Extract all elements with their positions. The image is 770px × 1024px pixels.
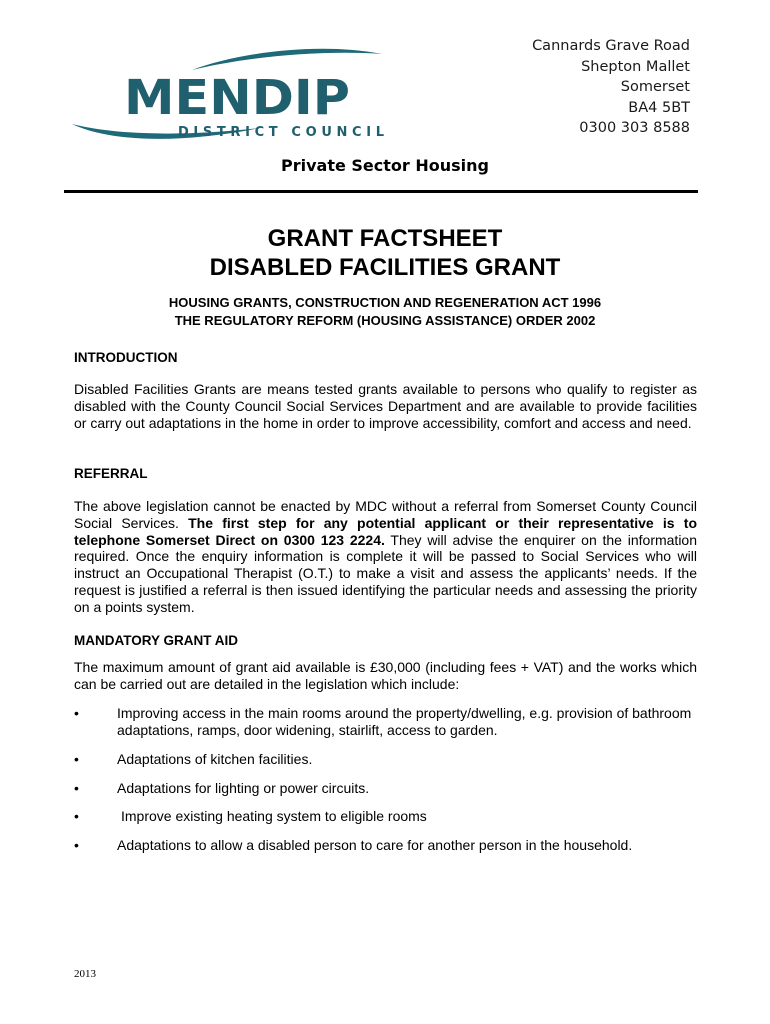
list-item-text: Adaptations for lighting or power circuits. xyxy=(117,780,370,796)
council-address xyxy=(480,36,690,139)
referral-text-rest: They will advise the enquirer on the information required. Once the enquiry information is complete it will be passed to Social Services who will instruct an Occupational Therapist (O.T.) to make a visit and assess the applicants’ needs. If the request is justified a referral is then issued identifying the particular needs and assessing the priority on a points system. xyxy=(74,531,698,615)
address-line: Cannards Grave Road xyxy=(532,38,690,54)
list-item-text: Adaptations to allow a disabled person to care for another person in the household. xyxy=(117,837,633,853)
address-line: BA4 5BT xyxy=(628,99,690,116)
department-title: Private Sector Housing xyxy=(281,156,489,175)
referral-text-intro: The above legislation cannot be enacted by MDC without a referral from Somerset County Council Social Services. xyxy=(74,498,697,531)
logo-upper-swoosh xyxy=(192,49,382,70)
header-divider xyxy=(64,190,698,193)
legislation-line-1: HOUSING GRANTS, CONSTRUCTION AND REGENERATION ACT 1996 xyxy=(168,295,602,310)
introduction-text: Disabled Facilities Grants are means tested grants available to persons who qualify to register as disabled with the County Council Social Services Department and are available to provide facilities or carry out adaptations in the home in order to improve accessibility, comfort and access and need. xyxy=(74,381,697,431)
referral-heading: REFERRAL xyxy=(74,466,148,481)
legislation-line-2: THE REGULATORY REFORM (HOUSING ASSISTANCE) ORDER 2002 xyxy=(174,313,596,328)
bullet-icon: • xyxy=(74,808,79,824)
mandatory-text: The maximum amount of grant aid available is £30,000 (including fees + VAT) and the works which can be carried out are detailed in the legislation which include: xyxy=(74,659,697,692)
address-line: Shepton Mallet xyxy=(581,58,690,75)
document-subtitle: DISABLED FACILITIES GRANT xyxy=(209,254,561,281)
bullet-icon: • xyxy=(74,780,79,796)
logo-name: MENDIP xyxy=(124,70,350,126)
footer-year: 2013 xyxy=(74,968,96,980)
introduction-heading: INTRODUCTION xyxy=(74,350,178,365)
bullet-icon: • xyxy=(74,837,79,853)
list-item-text: Improve existing heating system to eligible rooms xyxy=(121,808,427,824)
referral-text-emphasis: The first step for any potential applicant or their representative is to telephone Somerset Direct on 0300 123 2224. xyxy=(74,514,698,548)
bullet-icon: • xyxy=(74,705,79,721)
list-item-text: Improving access in the main rooms around the property/dwelling, e.g. provision of bathroom adaptations, ramps, door widening, stairlift, access to garden. xyxy=(117,705,692,738)
document-title: GRANT FACTSHEET xyxy=(267,225,503,252)
referral-text xyxy=(74,498,697,616)
council-logo xyxy=(70,44,390,144)
list-item-text: Adaptations of kitchen facilities. xyxy=(117,751,313,767)
mandatory-heading: MANDATORY GRANT AID xyxy=(74,633,238,648)
address-line: Somerset xyxy=(620,79,690,96)
bullet-icon: • xyxy=(74,751,79,767)
address-phone: 0300 303 8588 xyxy=(579,120,690,137)
logo-subtitle: DISTRICT COUNCIL xyxy=(178,125,384,140)
